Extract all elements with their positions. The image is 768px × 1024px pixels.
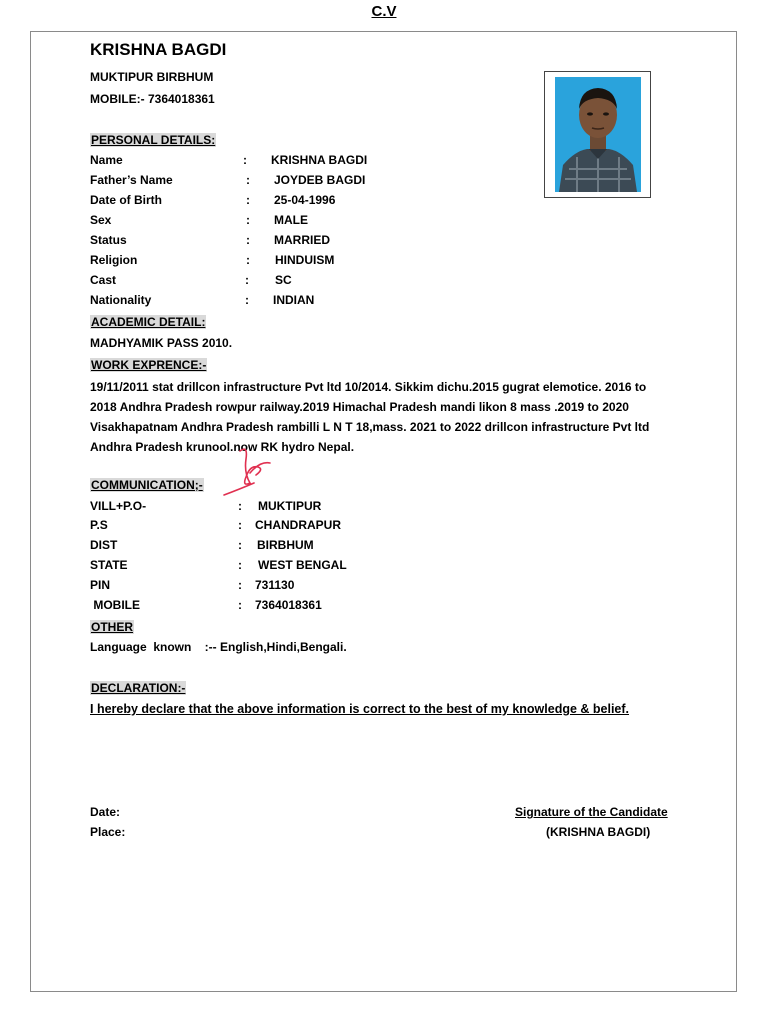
personal-value-status: MARRIED (274, 233, 330, 247)
academic-heading (90, 315, 206, 329)
signature-label: Signature of the Candidate (515, 805, 668, 819)
comm-label-mobile: MOBILE (90, 598, 140, 612)
personal-label-dob: Date of Birth (90, 193, 162, 207)
comm-colon: : (238, 499, 242, 513)
candidate-photo (544, 71, 651, 198)
personal-value-dob: 25-04-1996 (274, 193, 336, 207)
personal-label-nationality: Nationality (90, 293, 152, 307)
comm-value-mobile: 7364018361 (255, 598, 322, 612)
candidate-name: KRISHNA BAGDI (90, 40, 227, 59)
personal-value-cast: SC (275, 273, 292, 287)
comm-label-village: VILL+P.O- (90, 499, 147, 513)
comm-label-ps: P.S (90, 518, 108, 532)
personal-label-father: Father’s Name (90, 173, 173, 187)
personal-label-status: Status (90, 233, 127, 247)
personal-value-father: JOYDEB BAGDI (274, 173, 366, 187)
work-experience-text: 19/11/2011 stat drillcon infrastructure Pvt ltd 10/2014. Sikkim dichu.2015 gugrat elemotice. 2016 to 2018 Andhra Pradesh rowpur railway.2019 Himachal Pradesh mandi likon 8 mass .2019 to 2020 Visakhapatnam Andhra Pradesh rambilli L N T 18,mass. 2021 to 2022 drillcon infrastructure Pvt ltd Andhra Pradesh krunool.now RK hydro Nepal. (90, 380, 650, 454)
comm-value-ps: CHANDRAPUR (255, 518, 341, 532)
declaration-heading-text: DECLARATION:- (91, 681, 186, 695)
comm-value-state: WEST BENGAL (258, 558, 347, 572)
personal-label-cast: Cast (90, 273, 117, 287)
personal-colon: : (246, 193, 250, 207)
comm-label-state: STATE (90, 558, 128, 572)
comm-colon: : (238, 558, 242, 572)
communication-heading-text: COMMUNICATION;- (91, 478, 203, 492)
date-label: Date: (90, 805, 121, 819)
comm-value-pin: 731130 (255, 578, 295, 592)
other-heading-text: OTHER (91, 620, 133, 634)
personal-colon: : (245, 293, 249, 307)
personal-label-sex: Sex (90, 213, 112, 227)
personal-value-nationality: INDIAN (273, 293, 315, 307)
personal-label-religion: Religion (90, 253, 138, 267)
personal-colon: : (245, 273, 249, 287)
handwritten-signature-icon (220, 443, 280, 501)
comm-label-dist: DIST (90, 538, 118, 552)
work-heading-text: WORK EXPRENCE:- (91, 358, 207, 372)
candidate-address: MUKTIPUR BIRBHUM (90, 70, 214, 84)
person-photo-icon (555, 77, 641, 192)
declaration-heading (90, 681, 186, 695)
comm-colon: : (238, 578, 242, 592)
signature-name: (KRISHNA BAGDI) (546, 825, 651, 839)
personal-label-name: Name (90, 153, 123, 167)
document-title: C.V (371, 3, 397, 20)
personal-value-religion: HINDUISM (275, 253, 335, 267)
academic-text: MADHYAMIK PASS 2010. (90, 336, 233, 350)
academic-heading-text: ACADEMIC DETAIL: (91, 315, 206, 329)
work-heading (90, 358, 207, 372)
personal-details-heading (90, 133, 216, 147)
place-label: Place: (90, 825, 126, 839)
personal-value-sex: MALE (274, 213, 308, 227)
comm-label-pin: PIN (90, 578, 111, 592)
other-heading (90, 620, 134, 634)
declaration-text: I hereby declare that the above information is correct to the best of my knowledge & belief. (90, 702, 630, 716)
personal-value-name: KRISHNA BAGDI (271, 153, 368, 167)
personal-colon: : (243, 153, 247, 167)
languages-known: Language known :-- English,Hindi,Bengali. (90, 640, 347, 654)
personal-colon: : (246, 213, 250, 227)
comm-colon: : (238, 518, 242, 532)
personal-colon: : (246, 233, 250, 247)
candidate-mobile: MOBILE:- 7364018361 (90, 92, 215, 106)
comm-colon: : (238, 598, 242, 612)
comm-colon: : (238, 538, 242, 552)
personal-details-heading-text: PERSONAL DETAILS: (91, 133, 216, 147)
comm-value-village: MUKTIPUR (258, 499, 322, 513)
personal-colon: : (246, 253, 250, 267)
personal-colon: : (246, 173, 250, 187)
comm-value-dist: BIRBHUM (257, 538, 314, 552)
communication-heading (90, 478, 204, 492)
